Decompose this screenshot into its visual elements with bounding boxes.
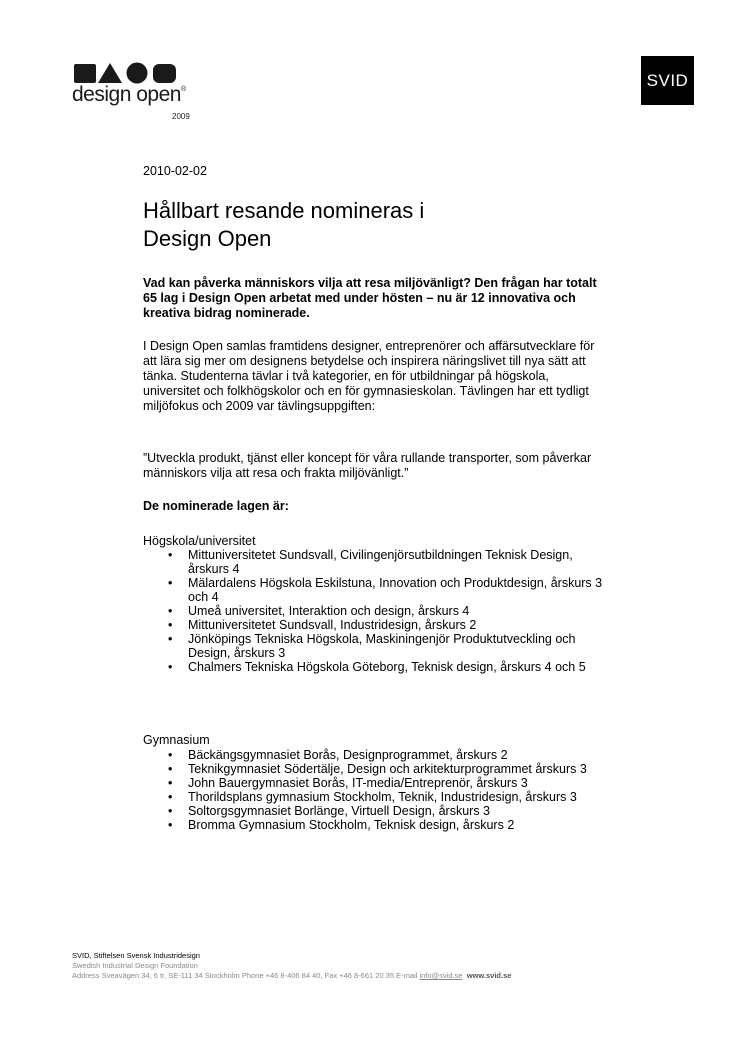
intro-paragraph: I Design Open samlas framtidens designer, entreprenörer och affärsutvecklare för att lära sig mer om designens betydelse och inspirera näringslivet till nya sätt att tänka. Studenterna tävlar i två kategorier, en för utbildningar på högskola, universitet och folkhögskolor och en för gymnasieskolan. Tävlingen har ett tydligt miljöfokus och 2009 var tävlingsuppgiften: [143, 339, 595, 413]
title-line-2: Design Open [143, 226, 272, 251]
list-item: • Bäckängsgymnasiet Borås, Designprogrammet, årskurs 2 [143, 748, 603, 762]
gymnasium-heading: Gymnasium [143, 733, 210, 747]
list-item: • Umeå universitet, Interaktion och design, årskurs 4 [143, 604, 603, 618]
gymnasium-list [143, 748, 603, 832]
footer-org-en: Swedish Industrial Design Foundation [72, 961, 198, 970]
list-item: • Mälardalens Högskola Eskilstuna, Innovation och Produktdesign, årskurs 3 och 4 [143, 576, 603, 604]
press-date: 2010-02-02 [143, 164, 207, 178]
list-item: • Thorildsplans gymnasium Stockholm, Teknik, Industridesign, årskurs 3 [143, 790, 603, 804]
logo-rounded-square-icon [153, 64, 176, 83]
logo-shapes-icon [74, 62, 194, 84]
logo-wordmark: design open® [72, 83, 186, 106]
list-item: • Mittuniversitetet Sundsvall, Industridesign, årskurs 2 [143, 618, 603, 632]
list-item: • John Bauergymnasiet Borås, IT-media/Entreprenör, årskurs 3 [143, 776, 603, 790]
logo-year: 2009 [172, 112, 190, 121]
lead-paragraph: Vad kan påverka människors vilja att resa miljövänligt? Den frågan har totalt 65 lag i Design Open arbetat med under hösten – nu är 12 innovativa och kreativa bidrag nominerade. [143, 276, 597, 320]
design-open-logo [72, 62, 212, 122]
higher-ed-list [143, 548, 603, 674]
list-item: • Mittuniversitetet Sundsvall, Civilingenjörsutbildningen Teknisk Design, årskurs 4 [143, 548, 603, 576]
registered-mark: ® [180, 86, 186, 93]
footer-org: SVID, Stiftelsen Svensk Industridesign [72, 951, 200, 960]
footer-address-line [72, 971, 511, 981]
footer [72, 951, 511, 981]
title-line-1: Hållbart resande nomineras i [143, 198, 425, 223]
list-item: • Chalmers Tekniska Högskola Göteborg, Teknisk design, årskurs 4 och 5 [143, 660, 603, 674]
higher-ed-heading: Högskola/universitet [143, 534, 256, 548]
footer-email-link[interactable]: info@svid.se [419, 971, 463, 980]
list-item: • Bromma Gymnasium Stockholm, Teknisk design, årskurs 2 [143, 818, 603, 832]
page-title [143, 197, 563, 253]
footer-web-link[interactable]: www.svid.se [466, 971, 512, 980]
logo-circle-icon [127, 63, 148, 84]
nominated-heading: De nominerade lagen är: [143, 499, 289, 513]
list-item: • Jönköpings Tekniska Högskola, Maskiningenjör Produktutveckling och Design, årskurs 3 [143, 632, 603, 660]
footer-address: Address Sveavägen 34, 6 tr, SE-111 34 Stockholm Phone +46 8-406 84 40, Fax +46 8-661 20 35 E-mail [72, 971, 418, 980]
svid-logo: SVID [641, 56, 694, 105]
logo-square-icon [74, 64, 96, 83]
competition-quote: ”Utveckla produkt, tjänst eller koncept för våra rullande transporter, som påverkar människors vilja att resa och frakta miljövänligt.” [143, 451, 592, 480]
list-item: • Teknikgymnasiet Södertälje, Design och arkitekturprogrammet årskurs 3 [143, 762, 603, 776]
list-item: • Soltorgsgymnasiet Borlänge, Virtuell Design, årskurs 3 [143, 804, 603, 818]
logo-triangle-icon [98, 63, 122, 83]
